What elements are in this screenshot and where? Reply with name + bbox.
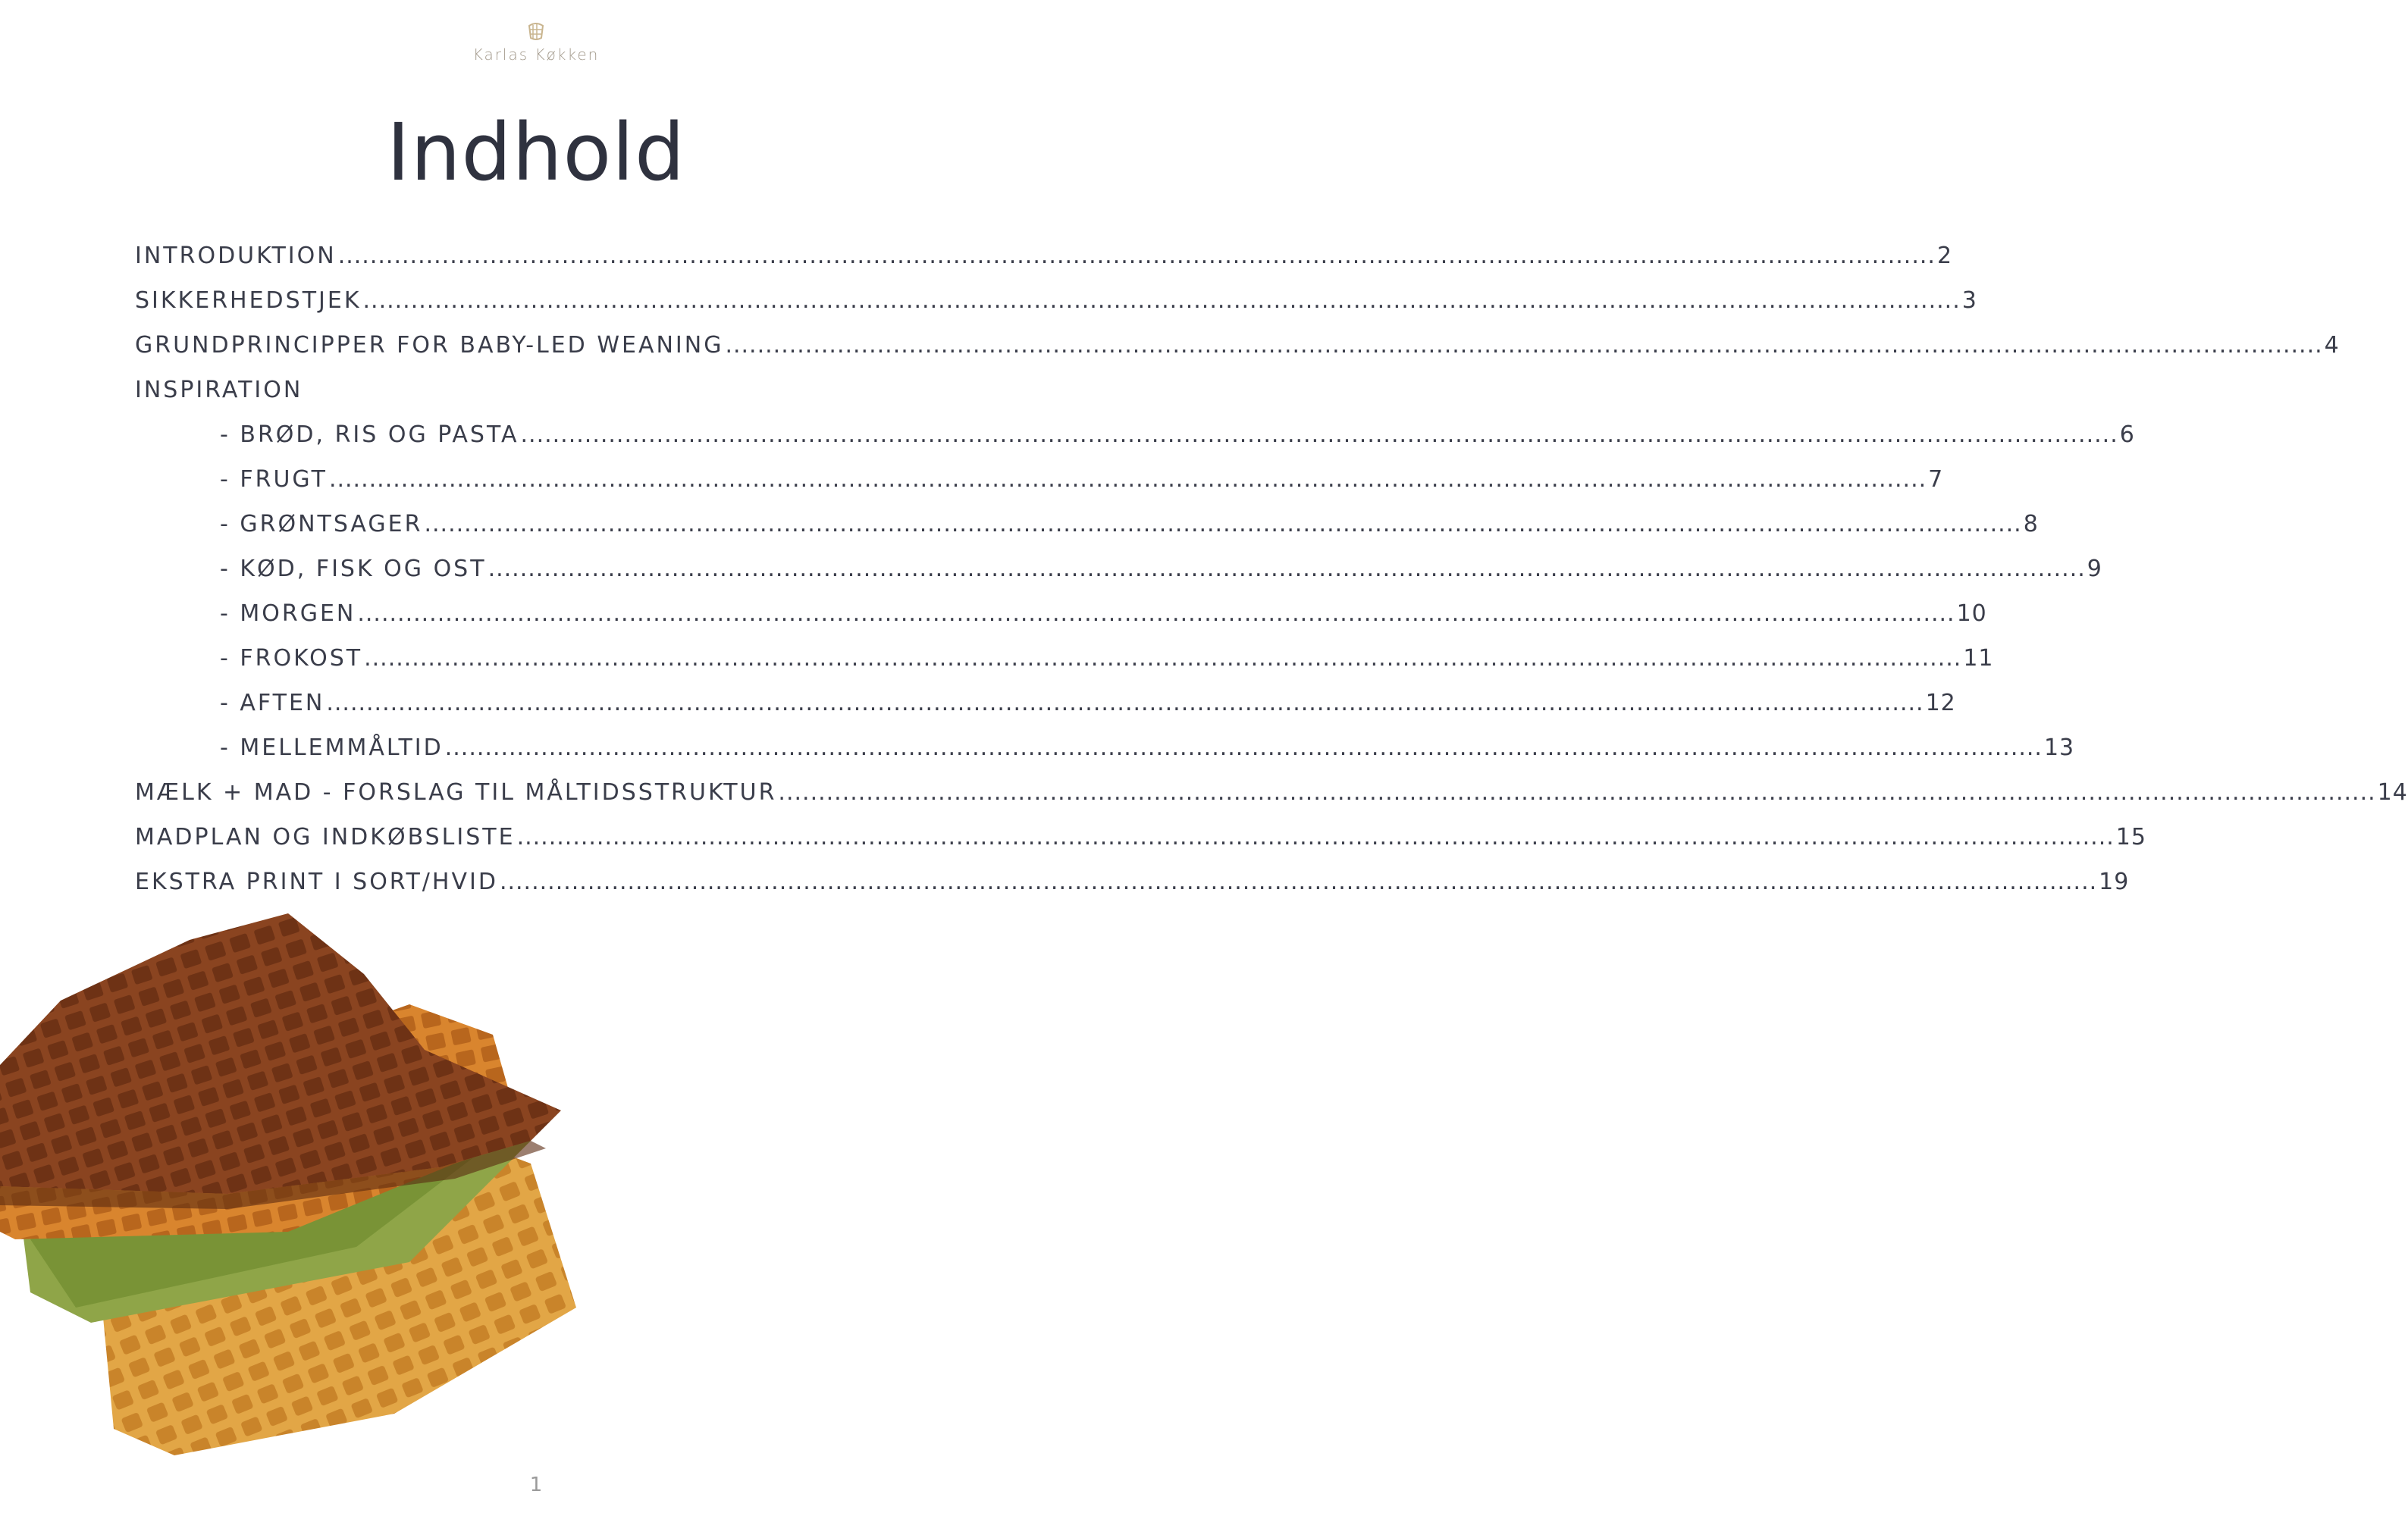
toc-leader-dots: ........................................................................................................................................................................................................: [328, 466, 1927, 493]
toc-entry-label: EKSTRA PRINT I SORT/HVID: [135, 869, 498, 895]
toc-entry: [135, 323, 2340, 368]
toc-entry-label: - FROKOST: [220, 645, 363, 672]
toc-entry-page: 8: [2023, 511, 2039, 537]
toc-entry-label: INSPIRATION: [135, 377, 303, 403]
toc-entry-page: 9: [2087, 556, 2102, 582]
waffle-logo-icon: [525, 20, 547, 42]
toc-entry-page: 14: [2377, 779, 2408, 806]
toc-entry-page: 13: [2043, 735, 2075, 761]
toc-leader-dots: ........................................................................................................................................................................................................: [337, 243, 1936, 269]
toc-entry-label: - KØD, FISK OG OST: [220, 556, 487, 582]
toc-leader-dots: ........................................................................................................................................................................................................: [362, 287, 1961, 314]
toc-entry-page: 10: [1956, 600, 1987, 627]
toc-entry: [135, 770, 2408, 815]
toc-entry: [135, 368, 940, 412]
toc-entry-page: 6: [2119, 421, 2135, 448]
toc-entry: [135, 860, 2130, 904]
toc-entry-label: - MORGEN: [220, 600, 356, 627]
toc-entry: [135, 591, 1987, 636]
toc-entry-label: - GRØNTSAGER: [220, 511, 423, 537]
toc-entry-page: 15: [2115, 824, 2146, 850]
toc-leader-dots: ........................................................................................................................................................................................................: [778, 779, 2376, 806]
toc-entry: [135, 457, 1944, 502]
toc-entry-label: - AFTEN: [220, 690, 325, 716]
toc-entry-label: INTRODUKTION: [135, 243, 337, 269]
toc-entry: [135, 815, 2146, 860]
page-title: Indhold: [386, 106, 686, 199]
toc-leader-dots: ........................................................................................................................................................................................................: [725, 332, 2323, 359]
toc-entry: [135, 636, 1994, 681]
toc-leader-dots: ........................................................................................................................................................................................................: [499, 869, 2098, 895]
toc-entry: [135, 547, 2102, 591]
toc-entry-label: MADPLAN OG INDKØBSLISTE: [135, 824, 516, 850]
toc-entry-page: 19: [2099, 869, 2130, 895]
toc-entry-label: - FRUGT: [220, 466, 328, 493]
toc-entry-page: 11: [1963, 645, 1994, 672]
toc-entry: [135, 233, 1953, 278]
toc-entry-page: 4: [2324, 332, 2340, 359]
toc-entry: [135, 278, 1977, 323]
toc-entry-page: 2: [1936, 243, 1953, 269]
brand-name: Karlas Køkken: [472, 45, 600, 64]
toc-leader-dots: ........................................................................................................................................................................................................: [424, 511, 2022, 537]
toc-entry: [135, 681, 1956, 725]
toc-entry-page: 7: [1928, 466, 1944, 493]
toc-entry-label: SIKKERHEDSTJEK: [135, 287, 362, 314]
toc-leader-dots: ........................................................................................................................................................................................................: [444, 735, 2043, 761]
toc-entry: [135, 502, 2039, 547]
toc-leader-dots: ........................................................................................................................................................................................................: [520, 421, 2118, 448]
toc-entry-label: - MELLEMMÅLTID: [220, 735, 444, 761]
toc-leader-dots: ........................................................................................................................................................................................................: [488, 556, 2086, 582]
toc-leader-dots: ........................................................................................................................................................................................................: [357, 600, 1955, 627]
toc-entry-label: - BRØD, RIS OG PASTA: [220, 421, 519, 448]
toc-leader-dots: ........................................................................................................................................................................................................: [516, 824, 2115, 850]
toc-entry: [135, 725, 2075, 770]
toc-entry-page: 3: [1961, 287, 1977, 314]
toc-leader-dots: ........................................................................................................................................................................................................: [364, 645, 1962, 672]
table-of-contents: [135, 233, 2408, 904]
toc-entry-label: GRUNDPRINCIPPER FOR BABY-LED WEANING: [135, 332, 724, 359]
page-number: 1: [529, 1474, 543, 1496]
toc-entry-label: MÆLK + MAD - FORSLAG TIL MÅLTIDSSTRUKTUR: [135, 779, 777, 806]
waffle-stack-image: [0, 913, 743, 1459]
brand-header: [0, 20, 1072, 64]
toc-entry: [135, 412, 2135, 457]
toc-entry-page: 12: [1925, 690, 1956, 716]
toc-leader-dots: ........................................................................................................................................................................................................: [326, 690, 1924, 716]
